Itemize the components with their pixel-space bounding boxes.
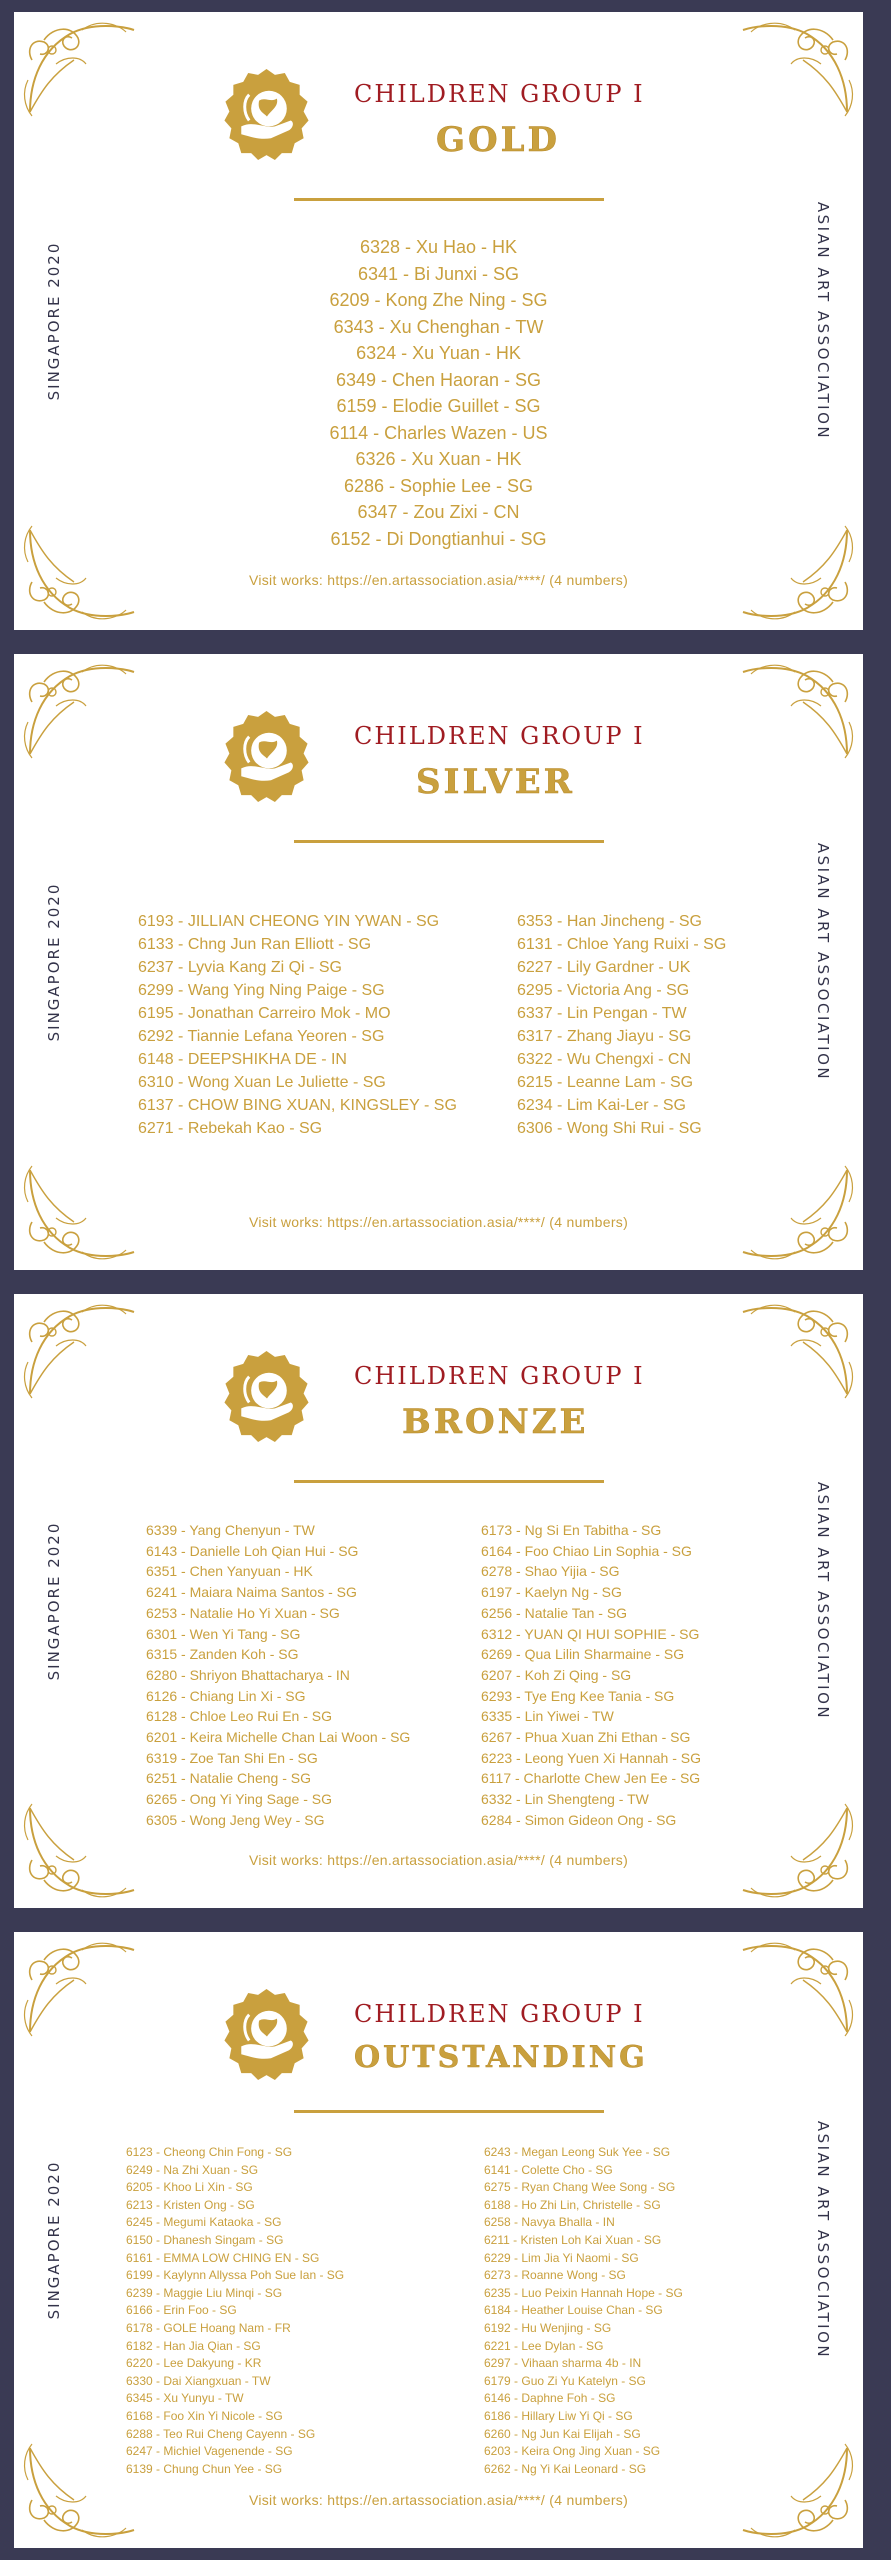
award-title: SILVER xyxy=(416,762,575,802)
award-card xyxy=(14,12,863,630)
ornamental-flourish-icon xyxy=(22,1302,142,1402)
list-item: 6117 - Charlotte Chew Jen Ee - SG xyxy=(481,1770,701,1787)
list-item: 6292 - Tiannie Lefana Yeoren - SG xyxy=(138,1028,385,1045)
globe-hand-badge-icon xyxy=(219,1349,314,1444)
list-item: 6221 - Lee Dylan - SG xyxy=(484,2338,604,2353)
list-item: 6179 - Guo Zi Yu Katelyn - SG xyxy=(484,2373,646,2388)
list-item: 6237 - Lyvia Kang Zi Qi - SG xyxy=(138,959,342,976)
list-item: 6239 - Maggie Liu Minqi - SG xyxy=(126,2285,283,2300)
list-item: 6241 - Maiara Naima Santos - SG xyxy=(146,1584,357,1601)
list-item: 6343 - Xu Chenghan - TW xyxy=(333,316,544,337)
list-item: 6184 - Heather Louise Chan - SG xyxy=(484,2303,663,2318)
list-item: 6262 - Ng Yi Kai Leonard - SG xyxy=(484,2461,647,2476)
side-label-left: SINGAPORE 2020 xyxy=(45,2160,63,2320)
globe-hand-badge-icon xyxy=(219,1987,314,2082)
ornamental-flourish-icon xyxy=(22,20,142,120)
entry-list-left xyxy=(126,2144,344,2478)
side-label-left: SINGAPORE 2020 xyxy=(45,882,63,1042)
list-item: 6326 - Xu Xuan - HK xyxy=(355,449,522,469)
list-item: 6235 - Luo Peixin Hannah Hope - SG xyxy=(484,2285,683,2300)
side-label-right: ASIAN ART ASSOCIATION xyxy=(814,2120,832,2360)
list-item: 6166 - Erin Foo - SG xyxy=(126,2303,237,2318)
side-label-left: SINGAPORE 2020 xyxy=(45,1521,63,1681)
list-item: 6150 - Dhanesh Singam - SG xyxy=(126,2232,284,2247)
list-item: 6209 - Kong Zhe Ning - SG xyxy=(329,290,548,310)
side-label-left: SINGAPORE 2020 xyxy=(45,241,63,401)
ornamental-flourish-icon xyxy=(735,20,855,120)
list-item: 6227 - Lily Gardner - UK xyxy=(517,959,691,976)
side-label-right: ASIAN ART ASSOCIATION xyxy=(814,842,832,1082)
list-item: 6207 - Koh Zi Qing - SG xyxy=(481,1666,632,1683)
list-item: 6332 - Lin Shengteng - TW xyxy=(481,1791,649,1808)
entry-list-right xyxy=(481,1520,701,1831)
list-item: 6251 - Natalie Cheng - SG xyxy=(146,1770,311,1787)
award-card xyxy=(14,654,863,1270)
list-item: 6247 - Michiel Vagenende - SG xyxy=(126,2444,293,2459)
divider xyxy=(294,1480,604,1483)
award-card xyxy=(14,1932,863,2548)
ornamental-flourish-icon xyxy=(735,1800,855,1900)
list-item: 6351 - Chen Yanyuan - HK xyxy=(146,1563,313,1580)
list-item: 6146 - Daphne Foh - SG xyxy=(484,2391,616,2406)
divider xyxy=(294,2110,604,2113)
list-item: 6188 - Ho Zhi Lin, Christelle - SG xyxy=(484,2197,661,2212)
ornamental-flourish-icon xyxy=(22,2440,142,2540)
list-item: 6126 - Chiang Lin Xi - SG xyxy=(146,1687,306,1704)
list-item: 6265 - Ong Yi Ying Sage - SG xyxy=(146,1791,333,1808)
list-item: 6286 - Sophie Lee - SG xyxy=(343,475,534,496)
group-title: CHILDREN GROUP I xyxy=(354,1362,645,1390)
entry-list-left xyxy=(138,910,457,1140)
globe-hand-badge-icon xyxy=(219,67,314,162)
list-item: 6269 - Qua Lilin Sharmaine - SG xyxy=(481,1646,685,1663)
list-item: 6273 - Roanne Wong - SG xyxy=(484,2268,626,2283)
award-panel-outstanding xyxy=(0,1920,891,2560)
ornamental-flourish-icon xyxy=(735,1302,855,1402)
list-item: 6295 - Victoria Ang - SG xyxy=(517,982,690,999)
award-panel-gold xyxy=(0,0,891,642)
award-card xyxy=(14,1294,863,1908)
side-label-right: ASIAN ART ASSOCIATION xyxy=(814,1481,832,1721)
award-title: GOLD xyxy=(436,120,561,160)
award-panel-bronze xyxy=(0,1282,891,1920)
list-item: 6299 - Wang Ying Ning Paige - SG xyxy=(138,982,385,999)
group-title: CHILDREN GROUP I xyxy=(354,722,645,750)
list-item: 6349 - Chen Haoran - SG xyxy=(335,369,542,390)
footer-link: Visit works: https://en.artassociation.asia/****/ (4 numbers) xyxy=(248,572,629,588)
group-title: CHILDREN GROUP I xyxy=(354,80,645,108)
list-item: 6301 - Wen Yi Tang - SG xyxy=(146,1625,301,1642)
list-item: 6141 - Colette Cho - SG xyxy=(484,2162,613,2177)
list-item: 6137 - CHOW BING XUAN, KINGSLEY - SG xyxy=(138,1097,457,1114)
award-title: OUTSTANDING xyxy=(354,2040,648,2075)
ornamental-flourish-icon xyxy=(735,1162,855,1262)
list-item: 6243 - Megan Leong Suk Yee - SG xyxy=(484,2145,671,2159)
list-item: 6205 - Khoo Li Xin - SG xyxy=(126,2180,253,2195)
globe-hand-badge-icon xyxy=(219,709,314,804)
list-item: 6128 - Chloe Leo Rui En - SG xyxy=(146,1708,332,1725)
list-item: 6324 - Xu Yuan - HK xyxy=(356,343,521,363)
list-item: 6193 - JILLIAN CHEONG YIN YWAN - SG xyxy=(138,913,440,930)
list-item: 6220 - Lee Dakyung - KR xyxy=(126,2356,262,2371)
list-item: 6164 - Foo Chiao Lin Sophia - SG xyxy=(481,1542,692,1559)
list-item: 6267 - Phua Xuan Zhi Ethan - SG xyxy=(481,1729,691,1746)
list-item: 6168 - Foo Xin Yi Nicole - SG xyxy=(126,2408,283,2423)
list-item: 6215 - Leanne Lam - SG xyxy=(517,1074,694,1091)
list-item: 6280 - Shriyon Bhattacharya - IN xyxy=(146,1666,350,1683)
list-item: 6114 - Charles Wazen - US xyxy=(329,422,548,443)
list-item: 6310 - Wong Xuan Le Juliette - SG xyxy=(138,1074,386,1091)
entry-list-left xyxy=(146,1520,410,1831)
award-panel-silver xyxy=(0,642,891,1282)
list-item: 6312 - YUAN QI HUI SOPHIE - SG xyxy=(481,1625,700,1642)
list-item: 6201 - Keira Michelle Chan Lai Woon - SG xyxy=(146,1729,411,1746)
divider xyxy=(294,840,604,843)
list-item: 6197 - Kaelyn Ng - SG xyxy=(481,1584,622,1601)
list-item: 6213 - Kristen Ong - SG xyxy=(126,2197,255,2212)
list-item: 6322 - Wu Chengxi - CN xyxy=(517,1051,691,1068)
list-item: 6178 - GOLE Hoang Nam - FR xyxy=(126,2320,291,2335)
group-title: CHILDREN GROUP I xyxy=(354,2000,645,2028)
list-item: 6152 - Di Dongtianhui - SG xyxy=(330,528,547,549)
list-item: 6258 - Navya Bhalla - IN xyxy=(484,2215,615,2230)
list-item: 6195 - Jonathan Carreiro Mok - MO xyxy=(138,1005,391,1022)
list-item: 6131 - Chloe Yang Ruixi - SG xyxy=(517,936,727,953)
list-item: 6347 - Zou Zixi - CN xyxy=(357,502,520,522)
list-item: 6297 - Vihaan sharma 4b - IN xyxy=(484,2356,642,2371)
ornamental-flourish-icon xyxy=(735,1940,855,2040)
divider xyxy=(294,198,604,201)
list-item: 6353 - Han Jincheng - SG xyxy=(517,913,702,930)
list-item: 6123 - Cheong Chin Fong - SG xyxy=(126,2145,293,2159)
ornamental-flourish-icon xyxy=(22,662,142,762)
entry-list-right xyxy=(484,2144,683,2478)
list-item: 6293 - Tye Eng Kee Tania - SG xyxy=(481,1687,675,1704)
list-item: 6315 - Zanden Koh - SG xyxy=(146,1646,299,1663)
list-item: 6275 - Ryan Chang Wee Song - SG xyxy=(484,2180,676,2195)
list-item: 6139 - Chung Chun Yee - SG xyxy=(126,2461,283,2476)
list-item: 6203 - Keira Ong Jing Xuan - SG xyxy=(484,2444,661,2459)
list-item: 6159 - Elodie Guillet - SG xyxy=(336,396,541,416)
award-title: BRONZE xyxy=(402,1402,589,1442)
list-item: 6173 - Ng Si En Tabitha - SG xyxy=(481,1522,662,1538)
ornamental-flourish-icon xyxy=(735,2440,855,2540)
list-item: 6339 - Yang Chenyun - TW xyxy=(146,1522,315,1538)
list-item: 6317 - Zhang Jiayu - SG xyxy=(517,1028,692,1045)
list-item: 6319 - Zoe Tan Shi En - SG xyxy=(146,1749,318,1766)
list-item: 6192 - Hu Wenjing - SG xyxy=(484,2320,612,2335)
list-item: 6288 - Teo Rui Cheng Cayenn - SG xyxy=(126,2426,316,2441)
list-item: 6330 - Dai Xiangxuan - TW xyxy=(126,2373,271,2388)
list-item: 6234 - Lim Kai-Ler - SG xyxy=(517,1097,686,1114)
list-item: 6284 - Simon Gideon Ong - SG xyxy=(481,1811,677,1828)
list-item: 6143 - Danielle Loh Qian Hui - SG xyxy=(146,1542,359,1559)
list-item: 6249 - Na Zhi Xuan - SG xyxy=(126,2162,259,2177)
entry-list-right xyxy=(517,910,726,1140)
ornamental-flourish-icon xyxy=(22,1940,142,2040)
list-item: 6211 - Kristen Loh Kai Xuan - SG xyxy=(484,2232,662,2247)
list-item: 6337 - Lin Pengan - TW xyxy=(517,1005,687,1022)
list-item: 6253 - Natalie Ho Yi Xuan - SG xyxy=(146,1604,340,1621)
ornamental-flourish-icon xyxy=(22,1162,142,1262)
footer-link: Visit works: https://en.artassociation.asia/****/ (4 numbers) xyxy=(248,1214,629,1230)
list-item: 6223 - Leong Yuen Xi Hannah - SG xyxy=(481,1749,702,1766)
list-item: 6148 - DEEPSHIKHA DE - IN xyxy=(138,1051,347,1068)
list-item: 6335 - Lin Yiwei - TW xyxy=(481,1708,614,1725)
list-item: 6278 - Shao Yijia - SG xyxy=(481,1563,620,1580)
list-item: 6245 - Megumi Kataoka - SG xyxy=(126,2215,282,2230)
list-item: 6199 - Kaylynn Allyssa Poh Sue Ian - SG xyxy=(126,2268,345,2283)
entry-list xyxy=(134,234,743,552)
footer-link: Visit works: https://en.artassociation.asia/****/ (4 numbers) xyxy=(248,2492,629,2508)
ornamental-flourish-icon xyxy=(735,662,855,762)
list-item: 6182 - Han Jia Qian - SG xyxy=(126,2338,261,2353)
ornamental-flourish-icon xyxy=(22,1800,142,1900)
footer-link: Visit works: https://en.artassociation.asia/****/ (4 numbers) xyxy=(248,1852,629,1868)
list-item: 6345 - Xu Yunyu - TW xyxy=(126,2391,244,2406)
list-item: 6341 - Bi Junxi - SG xyxy=(357,263,520,284)
list-item: 6306 - Wong Shi Rui - SG xyxy=(517,1120,702,1137)
side-label-right: ASIAN ART ASSOCIATION xyxy=(814,201,832,441)
list-item: 6271 - Rebekah Kao - SG xyxy=(138,1120,323,1137)
list-item: 6328 - Xu Hao - HK xyxy=(359,237,518,257)
list-item: 6161 - EMMA LOW CHING EN - SG xyxy=(126,2250,320,2265)
list-item: 6186 - Hillary Liw Yi Qi - SG xyxy=(484,2408,633,2423)
list-item: 6133 - Chng Jun Ran Elliott - SG xyxy=(138,936,372,953)
list-item: 6305 - Wong Jeng Wey - SG xyxy=(146,1811,325,1828)
list-item: 6256 - Natalie Tan - SG xyxy=(481,1604,628,1621)
list-item: 6260 - Ng Jun Kai Elijah - SG xyxy=(484,2426,641,2441)
list-item: 6229 - Lim Jia Yi Naomi - SG xyxy=(484,2250,639,2265)
